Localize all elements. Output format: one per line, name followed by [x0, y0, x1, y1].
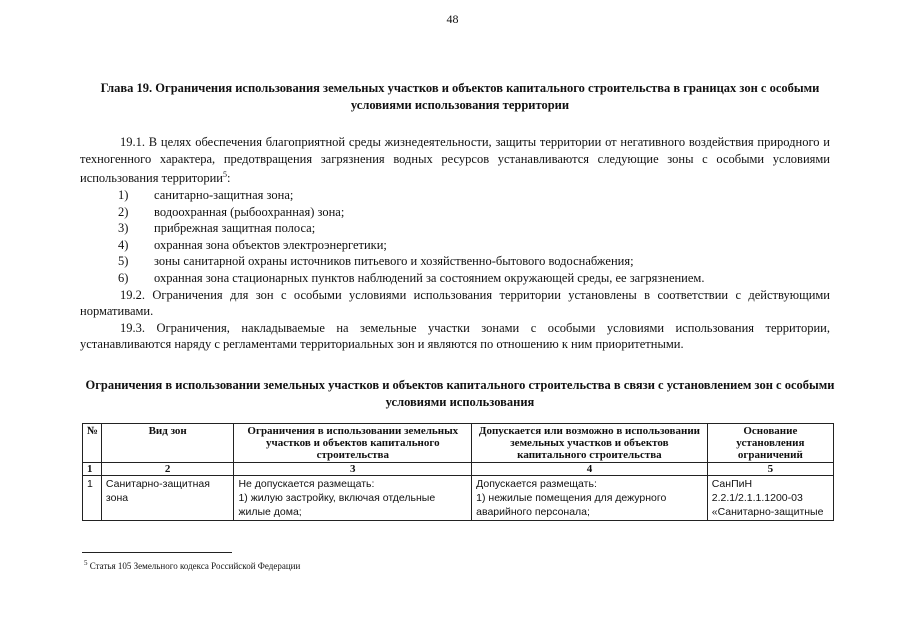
- list-item-text: прибрежная защитная полоса;: [154, 221, 316, 236]
- restrictions-table: [82, 423, 834, 521]
- table-title: Ограничения в использовании земельных участков и объектов капитального строительства в связи с установлением зон с особыми условиями использования: [85, 378, 835, 409]
- list-item-text: санитарно-защитная зона;: [154, 187, 294, 202]
- list-item-number: 2): [118, 204, 129, 219]
- table-row: [83, 476, 834, 521]
- list-item: [80, 220, 830, 237]
- cell-no: 1: [83, 476, 102, 521]
- section-19-1-colon: :: [226, 171, 231, 186]
- body-text: [80, 134, 830, 353]
- index-cell: 3: [234, 463, 472, 476]
- section-19-3: 19.3. Ограничения, накладываемые на земельные участки зонами с особыми условиями использования территории, устанавливаются наряду с регламентами территориальных зон и являются по отношению к ним приоритетными.: [80, 320, 830, 352]
- footnote-mark: 5: [84, 559, 88, 567]
- cell-line: «Санитарно-защитные: [711, 506, 824, 518]
- list-item-number: 5): [118, 254, 129, 269]
- header-restrictions: Ограничения в использовании земельных участков и объектов капитального строительства: [234, 424, 472, 463]
- cell-basis: [707, 476, 833, 521]
- list-item-number: 3): [118, 221, 129, 236]
- footnote-text: Статья 105 Земельного кодекса Российской Федерации: [87, 561, 301, 571]
- list-item-text: зоны санитарной охраны источников питьевого и хозяйственно-бытового водоснабжения;: [154, 254, 634, 269]
- header-allowed: Допускается или возможно в использовании земельных участков и объектов капитального строительства: [472, 424, 708, 463]
- footnote-ref[interactable]: 5: [222, 170, 227, 180]
- list-item-text: охранная зона объектов электроэнергетики;: [154, 237, 387, 252]
- index-cell: 2: [101, 463, 234, 476]
- cell-line: Допускается размещать:: [476, 478, 597, 490]
- cell-line: 1) жилую застройку, включая отдельные жилые дома;: [238, 492, 436, 518]
- cell-line: 2.2.1/2.1.1.1200-03: [711, 492, 803, 504]
- table-header-row: [83, 424, 834, 463]
- cell-line: Не допускается размещать:: [238, 478, 375, 490]
- header-basis: Основание установления ограничений: [707, 424, 833, 463]
- footnote: [84, 559, 300, 571]
- header-zone-type: Вид зон: [101, 424, 234, 463]
- footnote-divider: [82, 552, 232, 553]
- index-cell: 5: [707, 463, 833, 476]
- index-cell: 1: [83, 463, 102, 476]
- list-item: [80, 204, 830, 221]
- list-item: [80, 270, 830, 287]
- list-item-text: охранная зона стационарных пунктов наблюдений за состоянием окружающей среды, ее загрязнением.: [154, 270, 705, 285]
- zones-list: [80, 187, 830, 287]
- cell-allowed: [472, 476, 708, 521]
- page-number: 48: [446, 12, 459, 26]
- list-item: [80, 253, 830, 270]
- list-item-number: 6): [118, 270, 129, 285]
- cell-zone-type: Санитарно-защитная зона: [101, 476, 234, 521]
- cell-restrictions: [234, 476, 472, 521]
- list-item-text: водоохранная (рыбоохранная) зона;: [154, 204, 345, 219]
- section-19-1: [80, 134, 830, 187]
- list-item-number: 1): [118, 187, 129, 202]
- cell-line: СанПиН: [711, 478, 753, 490]
- index-cell: 4: [472, 463, 708, 476]
- section-19-2: 19.2. Ограничения для зон с особыми условиями использования территории установлены в соответствии с действующими нормативами.: [80, 287, 830, 319]
- list-item-number: 4): [118, 237, 129, 252]
- list-item: [80, 187, 830, 204]
- chapter-title: Глава 19. Ограничения использования земельных участков и объектов капитального строительства в границах зон с особыми условиями использования территории: [100, 81, 820, 112]
- cell-line: 1) нежилые помещения для дежурного аварийного персонала;: [476, 492, 667, 518]
- header-no: №: [83, 424, 102, 463]
- table-index-row: [83, 463, 834, 476]
- list-item: [80, 237, 830, 254]
- section-19-1-text: 19.1. В целях обеспечения благоприятной среды жизнедеятельности, защиты территории от негативного воздействия природного и техногенного характера, предотвращения загрязнения водных ресурсов устанавливаются следующие зоны с особыми условиями использования территории: [80, 135, 830, 186]
